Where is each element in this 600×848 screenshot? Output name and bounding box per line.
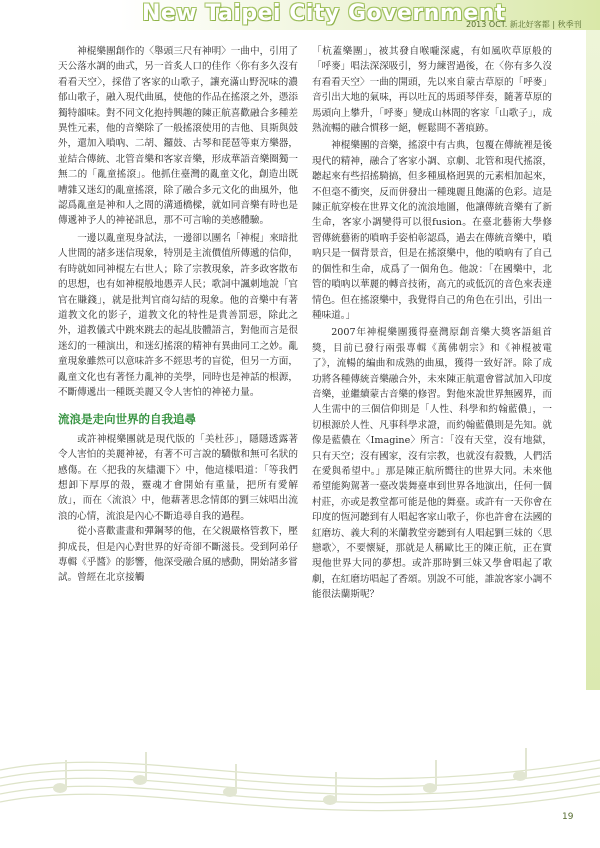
paragraph: 一邊以亂童現身試法，一邊卻以團名「神棍」來暗批人世間的諸多迷信現象，特別是主流價值所傳遞的信仰，有時就如同神棍左右世人；除了宗教現象，許多政客散布的思想，也有如神棍般地愚弄人民；歌詞中諷刺地說「官官在賺錢」，就是批判官商勾結的現象。他的音樂中有著道教文化的影子，道教文化的特性是貴善罰惡，除此之外，道教儀式中跳來跳去的起乩肢體語言，對他而言是很迷幻的一種演出，和迷幻搖滾的精神有異曲同工之妙。亂童現象雖然可以意味許多不經思考的盲從，但另一方面，亂童文化也有著怪力亂神的美學，同時也是神話的根源，不斷傳遞出一種既美麗又令人害怕的神祕力量。 xyxy=(58,232,298,398)
paragraph: 「杭蓋樂團」，被其發自喉嚨深處，有如風吹草原般的「呼麥」唱法深深吸引，努力練習過後，在〈你有多久沒有看看天空〉一曲的開頭，先以來自蒙古草原的「呼麥」音引出大地的氣味，再以吐瓦的馬頭琴伴奏，隨著草原的馬頭向上攀升，「呼麥」變成山林間的客家「山歌子」，成熟流暢的融合慣移一絕，輕鬆間不著痕跡。 xyxy=(312,46,552,135)
left-column xyxy=(58,44,298,586)
issue-label: 2013 OCT. 新北好客都 | 秋季刊 xyxy=(466,20,582,29)
music-staff-decoration xyxy=(0,730,600,848)
section-heading: 流浪是走向世界的自我追尋 xyxy=(58,412,196,427)
side-accent-bar xyxy=(586,30,600,690)
page-header xyxy=(0,0,600,30)
paragraph: 或許神棍樂團就是現代版的「美杜莎」，隱隱透露著令人害怕的美麗神祕，有著不可言說的驕傲和無可名狀的感傷。在〈把我的灰燼灑下〉中，他這樣唱道：「等我們想卸下厚厚的殼，靈魂才會開始有重量，把所有愛解放」，而在〈流浪〉中，他藉著思念情郎的劉三妹唱出流浪的心情，流浪是內心不斷追尋自我的過程。 xyxy=(58,433,298,522)
paragraph: 神棍樂團的音樂，搖滾中有古典，包覆在傳統裡是後現代的精神，融合了客家小調、京劇、北管和現代搖滾，聽起來有些招搖騎搞，但多種風格迥異的元素相加起來，不但毫不衝突，反而併發出一種瑰麗且飽滿的色彩。這是陳正航穿梭在世界文化的流浪地圖，他讓傳統音樂有了新生命，客家小調變得可以很fusion。在臺北藝術大學修習傳統藝術的嗩吶手姿柏彰認爲，過去在傳統音樂中，嗩吶只是一個背景音，但是在搖滾樂中，他的嗩吶有了自己的個性和生命，成爲了一個角色。他說：「在國樂中，北管的嗩吶以華麗的轉音技術，高亢的或低沉的音色來表達情色。但在搖滾樂中，我覺得自己的角色在引出，引出一種味道。」 xyxy=(312,140,552,321)
paragraph: 神棍樂團創作的〈舉頭三尺有神明〉一曲中，引用了天公落水調的曲式，另一首炙人口的佳作〈你有多久沒有看看天空〉，採借了客家的山歌子，讓充滿山野況味的濃郁山歌子，融入現代曲風，使他的作品在搖滾之外，憑添獨特韻味。對不同文化抱持興趣的陳正航喜歡融合多種差異性元素，他的音樂除了一般搖滾使用的吉他、貝斯與鼓外，還加入嗩吶、二胡、鑼鼓、古琴和琵琶等東方樂器，並結合傳統、北管音樂和客家音樂，形成華語音樂圈獨一無二的「亂童搖滾」。他抓住臺灣的亂童文化，創造出既嘈雜又迷幻的亂童搖滾，除了融合多元文化的曲風外，他認爲亂童是神和人之間的溝通橋樑，就如同音樂有時也是傳遞神予人的神祕訊息，那不可言喻的美感體驗。 xyxy=(58,46,298,227)
magazine-title: New Taipei City Government xyxy=(142,1,506,26)
paragraph: 2007年神棍樂團獲得臺灣原創音樂大獎客語組首獎，目前已發行兩張專輯《萬佛朝宗》和《神棍被電了》，流暢的編曲和成熟的曲風，獲得一致好評。除了成功將各種傳統音樂融合外，未來陳正航還會嘗試加入印度音樂，並繼續蒙古音樂的修習。對他來說世界無國界，而人生需中的三個信仰則是「人性、科學和約翰藍儂」，一切根源於人性、凡事科學求證，而約翰藍儂則是先知。就像是藍儂在〈Imagine〉所言：「沒有天堂，沒有地獄，只有天空；沒有國家，沒有宗教，也就沒有殺戮，人們活在愛與希望中。」那是陳正航所嚮往的世界大同。未來他希望能夠駕著一臺改裝舞臺車到世界各地演出，任何一個村莊，亦或是教堂都可能是他的舞臺。或許有一天你會在印度的恆河聽到有人唱起客家山歌子，你也許會在法國的紅磨坊、義大利的米蘭教堂旁聽到有人唱起劉三妹的〈思戀歌〉，不要懷疑，那就是人稱歐比王的陳正航，正在實現他世界大同的夢想。或許那時劉三妹又學會唱起了歌劇，在紅磨坊唱起了香頌。別說不可能，誰說客家小調不能很法蘭斯呢？ xyxy=(312,327,552,601)
paragraph: 從小喜歡畫畫和彈鋼琴的他，在父親嚴格管教下，壓抑成長，但是內心對世界的好奇卻不斷滋長。受到阿弟仔專輯《乎醬》的影響，他深受融合風的感動，開始諸多嘗試。曾經在北京接觸 xyxy=(58,526,298,584)
right-column xyxy=(312,44,552,603)
page-number: 19 xyxy=(562,812,574,822)
